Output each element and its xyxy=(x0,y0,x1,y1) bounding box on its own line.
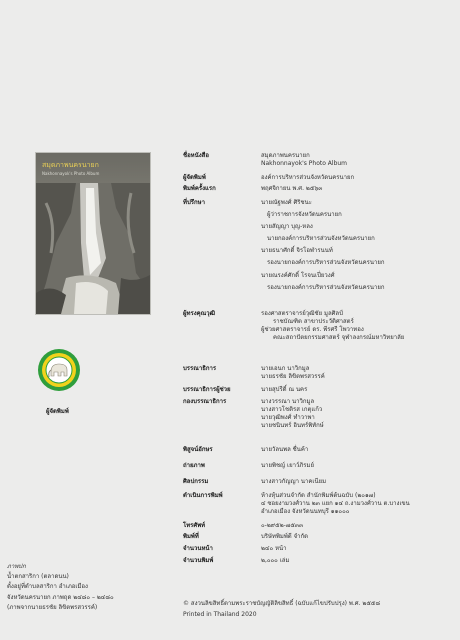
credit-row-printed-at xyxy=(183,533,453,541)
copyright-block xyxy=(183,599,380,620)
cover-caption xyxy=(7,562,114,613)
credit-value: นางสาวกัญญา นาคเนียม xyxy=(261,478,327,485)
credit-label: จำนวนหน้า xyxy=(183,545,213,552)
credit-value: ๒,๐๐๐ เล่ม xyxy=(261,557,290,564)
credit-row-advisors xyxy=(183,199,453,292)
credit-row-art xyxy=(183,478,453,486)
credit-value: ผู้ช่วยศาสตราจารย์ ดร. พีรศรี โพวาทอง xyxy=(261,326,364,334)
cover-title: สมุดภาพนครนายก xyxy=(42,161,99,169)
caption-line: ตั้งอยู่ที่ตำบลสาริกา อำเภอเมือง xyxy=(7,583,88,591)
caption-line: น้ำตกสาริกา (ตลาดนน) xyxy=(7,573,69,581)
credit-row-print-run xyxy=(183,557,453,565)
publisher-label: ผู้จัดพิมพ์ xyxy=(46,408,69,415)
credit-row-proofreader xyxy=(183,446,453,454)
credit-row-book-title xyxy=(183,152,453,168)
credit-value: นายกองค์การบริหารส่วนจังหวัดนครนายก xyxy=(267,235,375,243)
credit-label: บรรณาธิการ xyxy=(183,365,217,372)
cover-header xyxy=(36,153,150,183)
credit-label: พิสูจน์อักษร xyxy=(183,446,213,453)
publisher-logo-icon xyxy=(37,348,81,392)
credit-value: ๔ ซอยงามวงศ์วาน ๒๓ แยก ๑๔ ถ.งามวงศ์วาน ต.บางเขน xyxy=(261,500,410,508)
credit-value: สมุดภาพนครนายก xyxy=(261,152,310,159)
credit-value: นางวรรณา นาวิกมูล xyxy=(261,398,315,405)
credit-value: ห้างหุ้นส่วนจำกัด สำนักพิมพ์ต้นฉบับ (๒๐๑๗) xyxy=(261,492,376,499)
printed-in: Printed in Thailand 2020 xyxy=(183,610,257,618)
copyright-notice: © สงวนลิขสิทธิ์ตามพระราชบัญญัติลิขสิทธิ์ (ฉบับแก้ไขปรับปรุง) พ.ศ. ๒๕๕๘ xyxy=(183,600,381,607)
credit-label: ผู้จัดพิมพ์ xyxy=(183,174,206,181)
credit-row-first-print xyxy=(183,185,453,193)
credit-label: ถ่ายภาพ xyxy=(183,462,205,469)
credit-row-editors xyxy=(183,365,453,381)
credit-label: จำนวนพิมพ์ xyxy=(183,557,214,564)
credit-value: นายวัลนพล ชื่นค้า xyxy=(261,446,309,453)
credit-value: องค์การบริหารส่วนจังหวัดนครนายก xyxy=(261,174,355,181)
credit-row-page-count xyxy=(183,545,453,553)
credit-value: นายสุปรีดิ์ ณ นคร xyxy=(261,386,308,393)
credit-value: รองนายกองค์การบริหารส่วนจังหวัดนครนายก xyxy=(267,259,385,267)
credit-value: ๐-๒๙๕๒-๗๕๓๓ xyxy=(261,522,304,529)
credit-row-photographer xyxy=(183,462,453,470)
credit-row-experts xyxy=(183,310,453,342)
credit-value: นายวุฒิพงศ์ ทำวาพา xyxy=(261,414,315,422)
book-cover-image xyxy=(36,153,150,314)
caption-line: จังหวัดนครนายก ภาพถุด ๒๔๘๐ – ๒๔๘๐ xyxy=(7,593,114,601)
credit-value: ราชบัณฑิต สาขาประวัติศาสตร์ xyxy=(273,318,354,326)
credit-label: โทรศัพท์ xyxy=(183,522,206,529)
credit-label: ศิลปกรรม xyxy=(183,478,209,485)
credit-label: ผู้ทรงคุณวุฒิ xyxy=(183,310,215,317)
credit-value: รองนายกองค์การบริหารส่วนจังหวัดนครนายก xyxy=(267,283,385,291)
credit-row-publisher xyxy=(183,174,453,182)
credit-value: นายธนาศักดิ์ จิรโอฬารนนท์ xyxy=(261,247,333,255)
credit-value: นายสัญญา บุญ-หลง xyxy=(261,223,313,231)
credit-value: นายเอนก นาวิกมูล xyxy=(261,365,310,372)
credit-row-assistant-editor xyxy=(183,386,453,394)
credit-row-editorial-board xyxy=(183,398,453,430)
credit-value: คณะสถาปัตยกรรมศาสตร์ จุฬาลงกรณ์มหาวิทยาลัย xyxy=(273,334,405,342)
cover-subtitle: Nakhonnayok's Photo Album xyxy=(42,171,100,176)
credit-value: นางสาวโชติรส เกตุแก้ว xyxy=(261,406,323,414)
credit-value: Nakhonnayok's Photo Album xyxy=(261,160,348,168)
credit-label: บรรณาธิการผู้ช่วย xyxy=(183,386,231,393)
caption-line: (ภาพจากนายธรชัย ลิขิตพรสวรรค์) xyxy=(7,603,98,611)
credit-label: ที่ปรึกษา xyxy=(183,199,205,206)
credit-value: นายณัฐพงศ์ ศิริชนะ xyxy=(261,199,312,206)
credit-value: รองศาสตราจารย์วุฒิชัย มูลศิลป์ xyxy=(261,310,343,317)
credit-row-printing xyxy=(183,492,453,516)
credit-label: กองบรรณาธิการ xyxy=(183,398,227,405)
credit-label: พิมพ์ที่ xyxy=(183,533,199,540)
credit-value: ๒๔๐ หน้า xyxy=(261,545,287,552)
credit-value: นายพิชญ์ เยาว์ภิรมย์ xyxy=(261,462,314,469)
credit-row-phone xyxy=(183,522,453,530)
credit-value: ผู้ว่าราชการจังหวัดนครนายก xyxy=(267,211,342,219)
credit-label: ดำเนินการพิมพ์ xyxy=(183,492,223,499)
caption-heading: ภาพปก xyxy=(7,563,26,570)
credit-value: นายณรงค์ศักดิ์ โรจนเปี่ยวงศ์ xyxy=(261,271,335,279)
credit-value: บริษัทพิมพ์ดี จำกัด xyxy=(261,533,309,540)
credit-label: ชื่อหนังสือ xyxy=(183,152,209,159)
credit-label: พิมพ์ครั้งแรก xyxy=(183,185,216,192)
credit-value: นายธรชัย ลิขิตพรสวรรค์ xyxy=(261,373,325,381)
credit-value: นายชนินทร์ อินทร์พิทักษ์ xyxy=(261,422,324,430)
credit-value: พฤศจิกายน พ.ศ. ๒๕๖๓ xyxy=(261,185,323,192)
credit-value: อำเภอเมือง จังหวัดนนทบุรี ๑๑๐๐๐ xyxy=(261,508,350,516)
waterfall-photo xyxy=(36,183,150,314)
